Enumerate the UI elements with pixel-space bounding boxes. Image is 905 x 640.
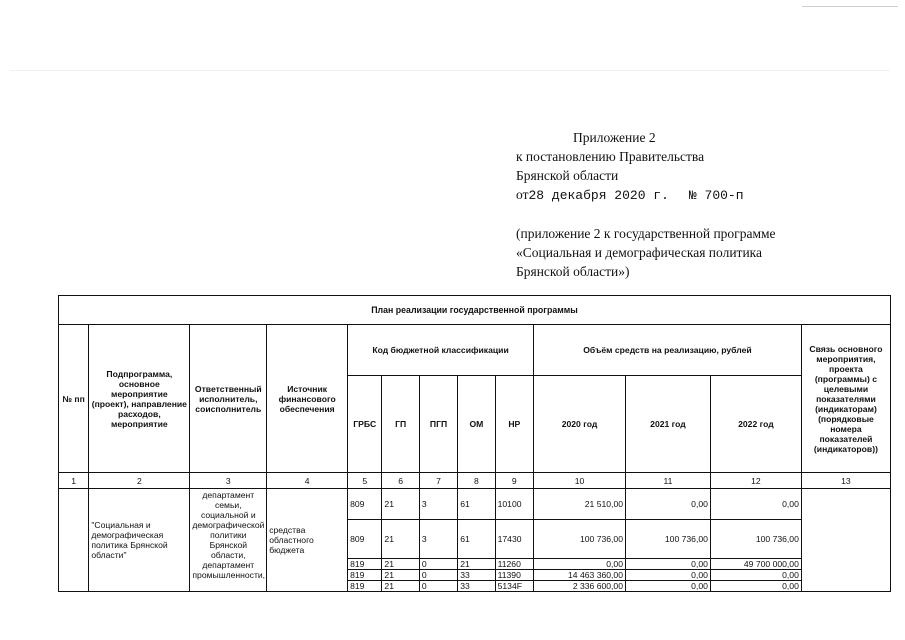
gp-cell: 21 bbox=[382, 570, 419, 581]
decree-date: 28 декабря 2020 г. bbox=[528, 188, 669, 203]
grbs-cell: 809 bbox=[348, 520, 382, 559]
pgp-cell: 0 bbox=[419, 581, 457, 592]
appendix-title: Приложение 2 bbox=[573, 130, 656, 145]
pgp-cell: 0 bbox=[419, 559, 457, 570]
column-number: 7 bbox=[419, 473, 457, 489]
gp-cell: 21 bbox=[382, 489, 419, 520]
spacer bbox=[516, 205, 856, 224]
gp-cell: 21 bbox=[382, 581, 419, 592]
amount-2021-cell: 0,00 bbox=[626, 570, 711, 581]
header-responsible: Ответственный исполнитель, соисполнитель bbox=[190, 325, 267, 473]
om-cell: 33 bbox=[458, 570, 495, 581]
plan-table bbox=[58, 295, 891, 592]
nr-cell: 11390 bbox=[495, 570, 533, 581]
header-2020: 2020 год bbox=[534, 376, 626, 473]
nr-cell: 5134F bbox=[495, 581, 533, 592]
amount-2022-cell: 0,00 bbox=[710, 570, 801, 581]
column-number: 5 bbox=[348, 473, 382, 489]
header-gp: ГП bbox=[382, 376, 419, 473]
link-cell bbox=[801, 489, 890, 592]
header-om: ОМ bbox=[458, 376, 495, 473]
responsible-cell: департамент семьи, социальной и демографической политики Брянской области, департамент промышленности, bbox=[190, 489, 267, 592]
grbs-cell: 819 bbox=[348, 581, 382, 592]
appendix-note-line: (приложение 2 к государственной программе bbox=[516, 226, 776, 241]
appendix-note-line: Брянской области») bbox=[516, 264, 630, 279]
grbs-cell: 819 bbox=[348, 570, 382, 581]
date-prefix: от bbox=[516, 187, 529, 202]
om-cell: 61 bbox=[458, 520, 495, 559]
row-number-cell bbox=[59, 489, 89, 592]
decree-number: № 700-п bbox=[688, 188, 744, 203]
nr-cell: 17430 bbox=[495, 520, 533, 559]
header-2022: 2022 год bbox=[710, 376, 801, 473]
gp-cell: 21 bbox=[382, 559, 419, 570]
header-subprogram: Подпрограмма, основное мероприятие (проект), направление расходов, мероприятие bbox=[89, 325, 190, 473]
amount-2020-cell: 100 736,00 bbox=[534, 520, 626, 559]
amount-2020-cell: 2 336 600,00 bbox=[534, 581, 626, 592]
column-number: 11 bbox=[626, 473, 711, 489]
header-grbs: ГРБС bbox=[348, 376, 382, 473]
appendix-line: Брянской области bbox=[516, 168, 619, 183]
pgp-cell: 3 bbox=[419, 520, 457, 559]
amount-2022-cell: 49 700 000,00 bbox=[710, 559, 801, 570]
column-number: 13 bbox=[801, 473, 890, 489]
source-cell: средства областного бюджета bbox=[267, 489, 348, 592]
program-name-cell: "Социальная и демографическая политика Брянской области" bbox=[89, 489, 190, 592]
pgp-cell: 3 bbox=[419, 489, 457, 520]
gp-cell: 21 bbox=[382, 520, 419, 559]
amount-2020-cell: 14 463 360,00 bbox=[534, 570, 626, 581]
nr-cell: 11260 bbox=[495, 559, 533, 570]
column-number: 10 bbox=[534, 473, 626, 489]
column-number: 3 bbox=[190, 473, 267, 489]
nr-cell: 10100 bbox=[495, 489, 533, 520]
column-number: 9 bbox=[495, 473, 533, 489]
column-number: 12 bbox=[710, 473, 801, 489]
header-budget-code: Код бюджетной классификации bbox=[348, 325, 534, 376]
amount-2022-cell: 0,00 bbox=[710, 581, 801, 592]
header-nr: НР bbox=[495, 376, 533, 473]
column-number: 6 bbox=[382, 473, 419, 489]
amount-2020-cell: 0,00 bbox=[534, 559, 626, 570]
header-2021: 2021 год bbox=[626, 376, 711, 473]
appendix-note-line: «Социальная и демографическая политика bbox=[516, 245, 763, 260]
om-cell: 61 bbox=[458, 489, 495, 520]
appendix-block bbox=[516, 128, 856, 281]
amount-2021-cell: 0,00 bbox=[626, 581, 711, 592]
table-caption: План реализации государственной программы bbox=[59, 296, 891, 325]
grbs-cell: 819 bbox=[348, 559, 382, 570]
column-number: 2 bbox=[89, 473, 190, 489]
header-no: № пп bbox=[59, 325, 89, 473]
amount-2021-cell: 0,00 bbox=[626, 559, 711, 570]
om-cell: 21 bbox=[458, 559, 495, 570]
column-number: 4 bbox=[267, 473, 348, 489]
table-row bbox=[59, 489, 891, 520]
amount-2022-cell: 0,00 bbox=[710, 489, 801, 520]
header-link: Связь основного мероприятия, проекта (программы) с целевыми показателями (индикаторам) (порядковые номера показателей (индикаторов)) bbox=[801, 325, 890, 473]
header-pgp: ПГП bbox=[419, 376, 457, 473]
scan-mark bbox=[10, 70, 890, 71]
appendix-date-line bbox=[516, 185, 856, 205]
om-cell: 33 bbox=[458, 581, 495, 592]
header-volume: Объём средств на реализацию, рублей bbox=[534, 325, 802, 376]
amount-2020-cell: 21 510,00 bbox=[534, 489, 626, 520]
amount-2021-cell: 0,00 bbox=[626, 489, 711, 520]
pgp-cell: 0 bbox=[419, 570, 457, 581]
amount-2021-cell: 100 736,00 bbox=[626, 520, 711, 559]
column-number: 1 bbox=[59, 473, 89, 489]
column-number: 8 bbox=[458, 473, 495, 489]
appendix-line: к постановлению Правительства bbox=[516, 149, 705, 164]
grbs-cell: 809 bbox=[348, 489, 382, 520]
scan-mark bbox=[802, 6, 898, 7]
amount-2022-cell: 100 736,00 bbox=[710, 520, 801, 559]
header-source: Источник финансового обеспечения bbox=[267, 325, 348, 473]
